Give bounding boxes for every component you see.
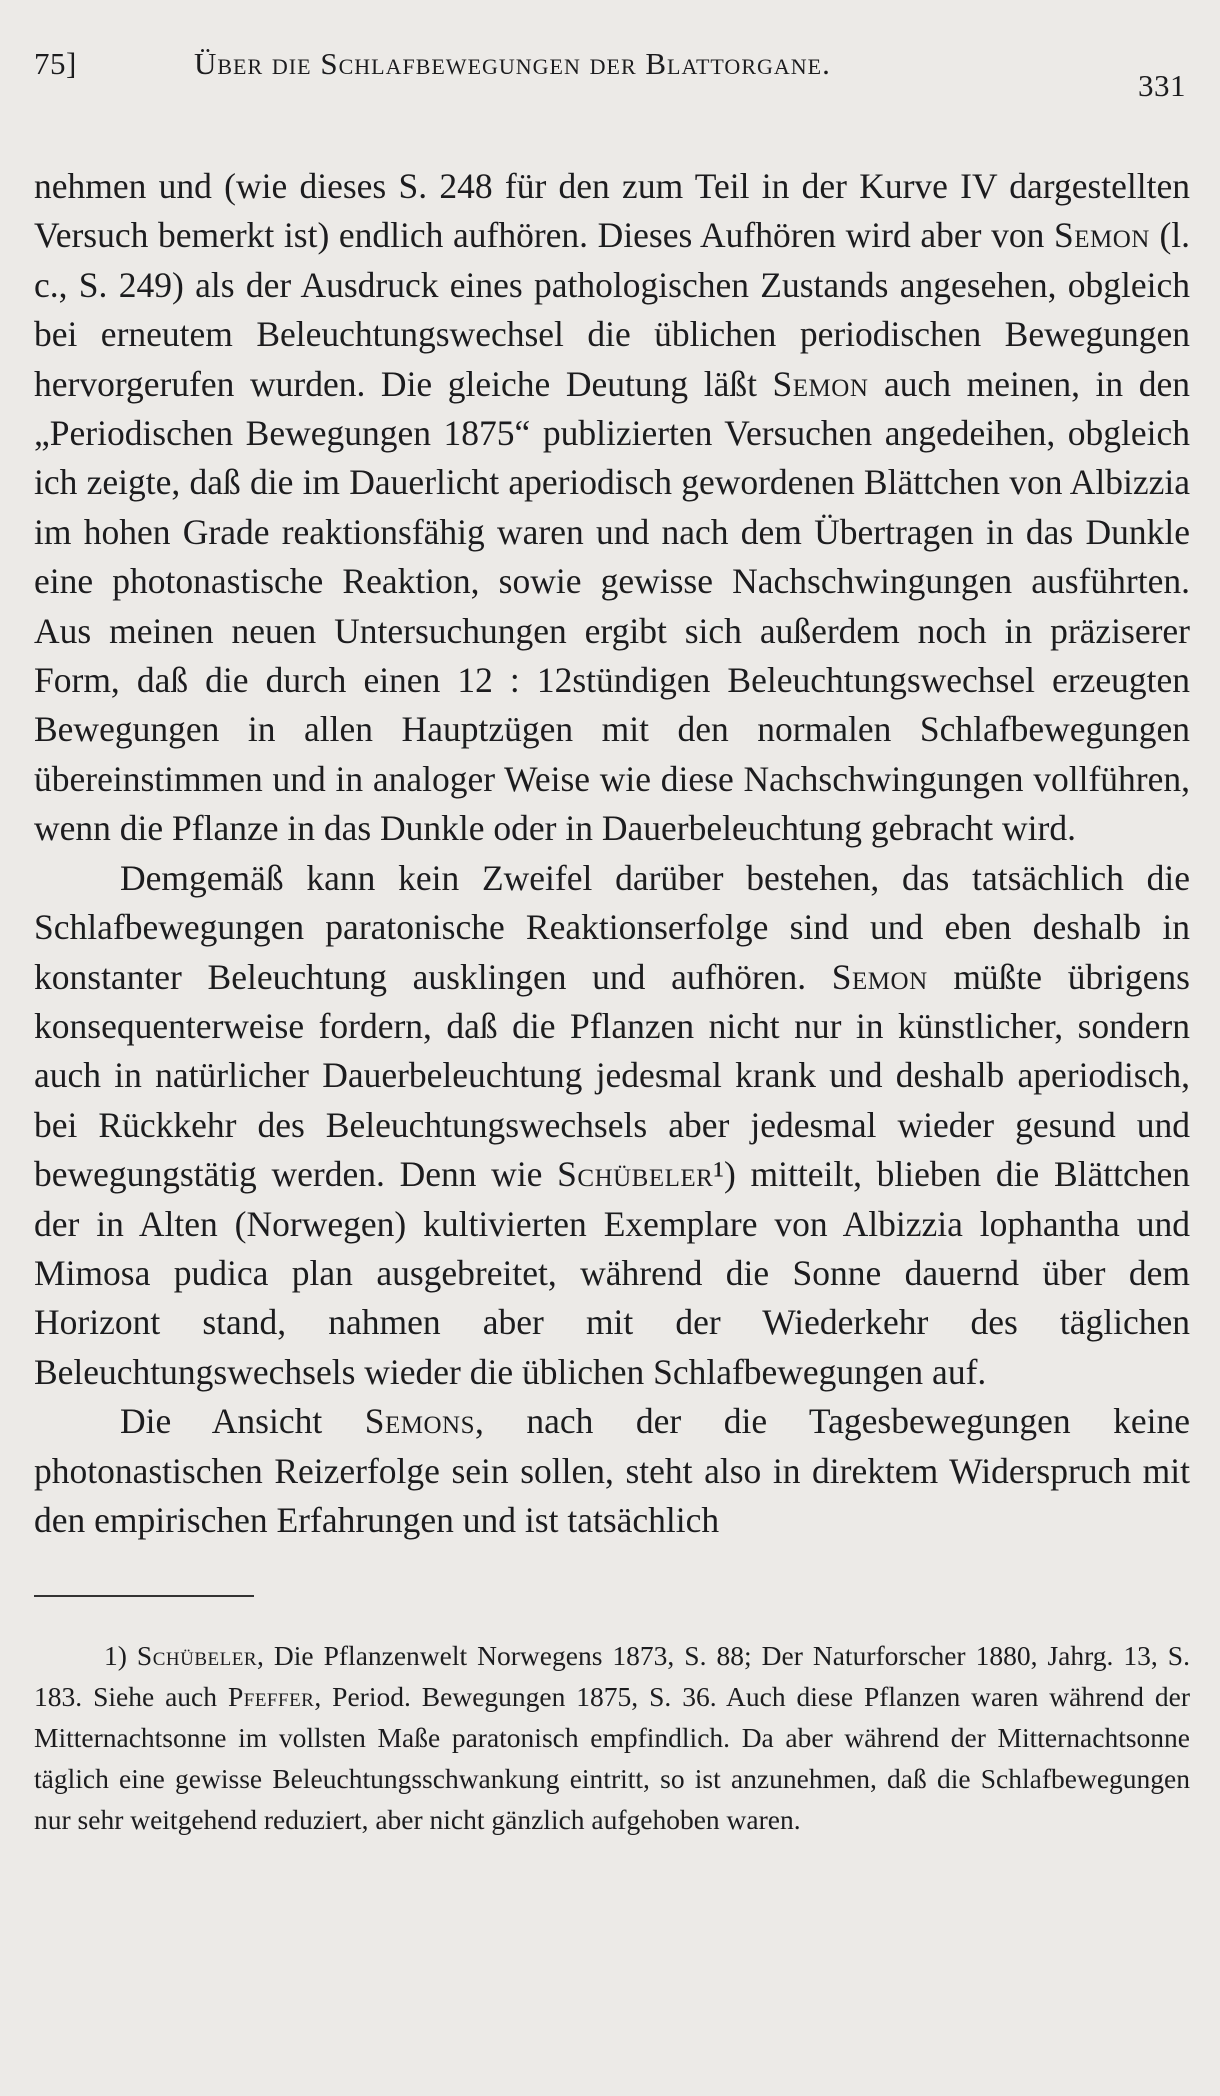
author-name: Semons: [364, 1401, 475, 1442]
author-name: Semon: [831, 956, 928, 997]
running-title: Über die Schlafbewegungen der Blattorgane.: [194, 46, 831, 81]
footnote-marker: 1): [104, 1640, 137, 1672]
main-text: [34, 162, 1190, 1545]
text-run: , Die Pflanzenwelt Norwegens 1873, S. 88; Der Naturforscher 1880, Jahrg. 13, S. 183. Siehe auch: [34, 1640, 1190, 1713]
page-number: 331: [1138, 68, 1186, 103]
text-run: auch meinen, in den „Periodischen Bewegungen 1875“ publizierten Versuchen angedeihen, obgleich ich zeigte, daß die im Dauerlicht aperiodisch gewordenen Blättchen von Albizzia im hohen Grade reaktionsfähig waren und nach dem Übertragen in das Dunkle eine photonastische Reaktion, sowie gewisse Nachschwingungen ausführten. Aus meinen neuen Untersuchungen ergibt sich außerdem noch in präziserer Form, daß die durch einen 12 : 12stündigen Beleuchtungswechsel erzeugten Bewegungen in allen Hauptzügen mit den normalen Schlafbewegungen übereinstimmen und in analoger Weise wie diese Nachschwingungen vollführen, wenn die Pflanze in das Dunkle oder in Dauerbeleuchtung gebracht wird.: [34, 363, 1191, 849]
text-run: ¹) mitteilt, blieben die Blättchen der in Alten (Norwegen) kultivierten Exemplare von Albizzia lophantha und Mimosa pudica plan ausgebreitet, während die Sonne dauernd über dem Horizont stand, nahmen aber mit der Wiederkehr des täglichen Beleuchtungswechsels wieder die üblichen Schlafbewegungen auf.: [34, 1154, 1190, 1392]
text-run: Die Ansicht: [120, 1401, 365, 1442]
section-marker: 75]: [34, 46, 77, 81]
text-run: Demgemäß kann kein Zweifel darüber bestehen, das tatsächlich die Schlafbewegungen paratonische Reaktionserfolge sind und eben deshalb in konstanter Beleuchtung ausklingen und aufhören.: [34, 857, 1190, 997]
text-run: müßte übrigens konsequenterweise fordern, daß die Pflanzen nicht nur in künstlicher, sondern auch in natürlicher Dauerbeleuchtung jedesmal krank und deshalb aperiodisch, bei Rückkehr des Beleuchtungswechsels aber jedesmal wieder gesund und bewegungstätig werden. Denn wie: [34, 956, 1190, 1195]
paragraph: [34, 854, 1190, 1397]
running-header: [34, 38, 1190, 108]
text-run: , nach der die Tagesbewegungen keine photonastischen Reizerfolge sein sollen, steht also in direktem Widerspruch mit den empirischen Erfahrungen und ist tatsächlich: [34, 1401, 1191, 1540]
text-run: nehmen und (wie dieses S. 248 für den zum Teil in der Kurve IV dargestellten Versuch bemerkt ist) endlich aufhören. Dieses Aufhören wird aber von: [34, 166, 1190, 256]
text-run: (l. c., S. 249) als der Ausdruck eines pathologischen Zustands angesehen, obgleich bei erneutem Beleuchtungswechsel die üblichen periodischen Bewegungen hervorgerufen wurden. Die gleiche Deutung läßt: [34, 215, 1190, 404]
footnote: [34, 1635, 1190, 1840]
author-name: Schübeler: [136, 1640, 257, 1672]
paragraph-continued: [34, 162, 1190, 854]
author-name: Semon: [772, 363, 869, 404]
author-name: Pfeffer: [227, 1681, 315, 1713]
paragraph: [34, 1397, 1190, 1545]
footnote-divider: [34, 1595, 254, 1597]
author-name: Semon: [1053, 215, 1150, 256]
text-run: , Period. Bewegungen 1875, S. 36. Auch diese Pflanzen waren während der Mitternachtsonne im vollsten Maße paratonisch empfindlich. Da aber während der Mitternachtsonne täglich eine gewisse Beleuchtungsschwankung eintritt, so ist anzunehmen, daß die Schlafbewegungen nur sehr weitgehend reduziert, aber nicht gänzlich aufgehoben waren.: [34, 1681, 1190, 1836]
footnote-text: [34, 1635, 1190, 1840]
author-name: Schübeler: [557, 1154, 714, 1195]
